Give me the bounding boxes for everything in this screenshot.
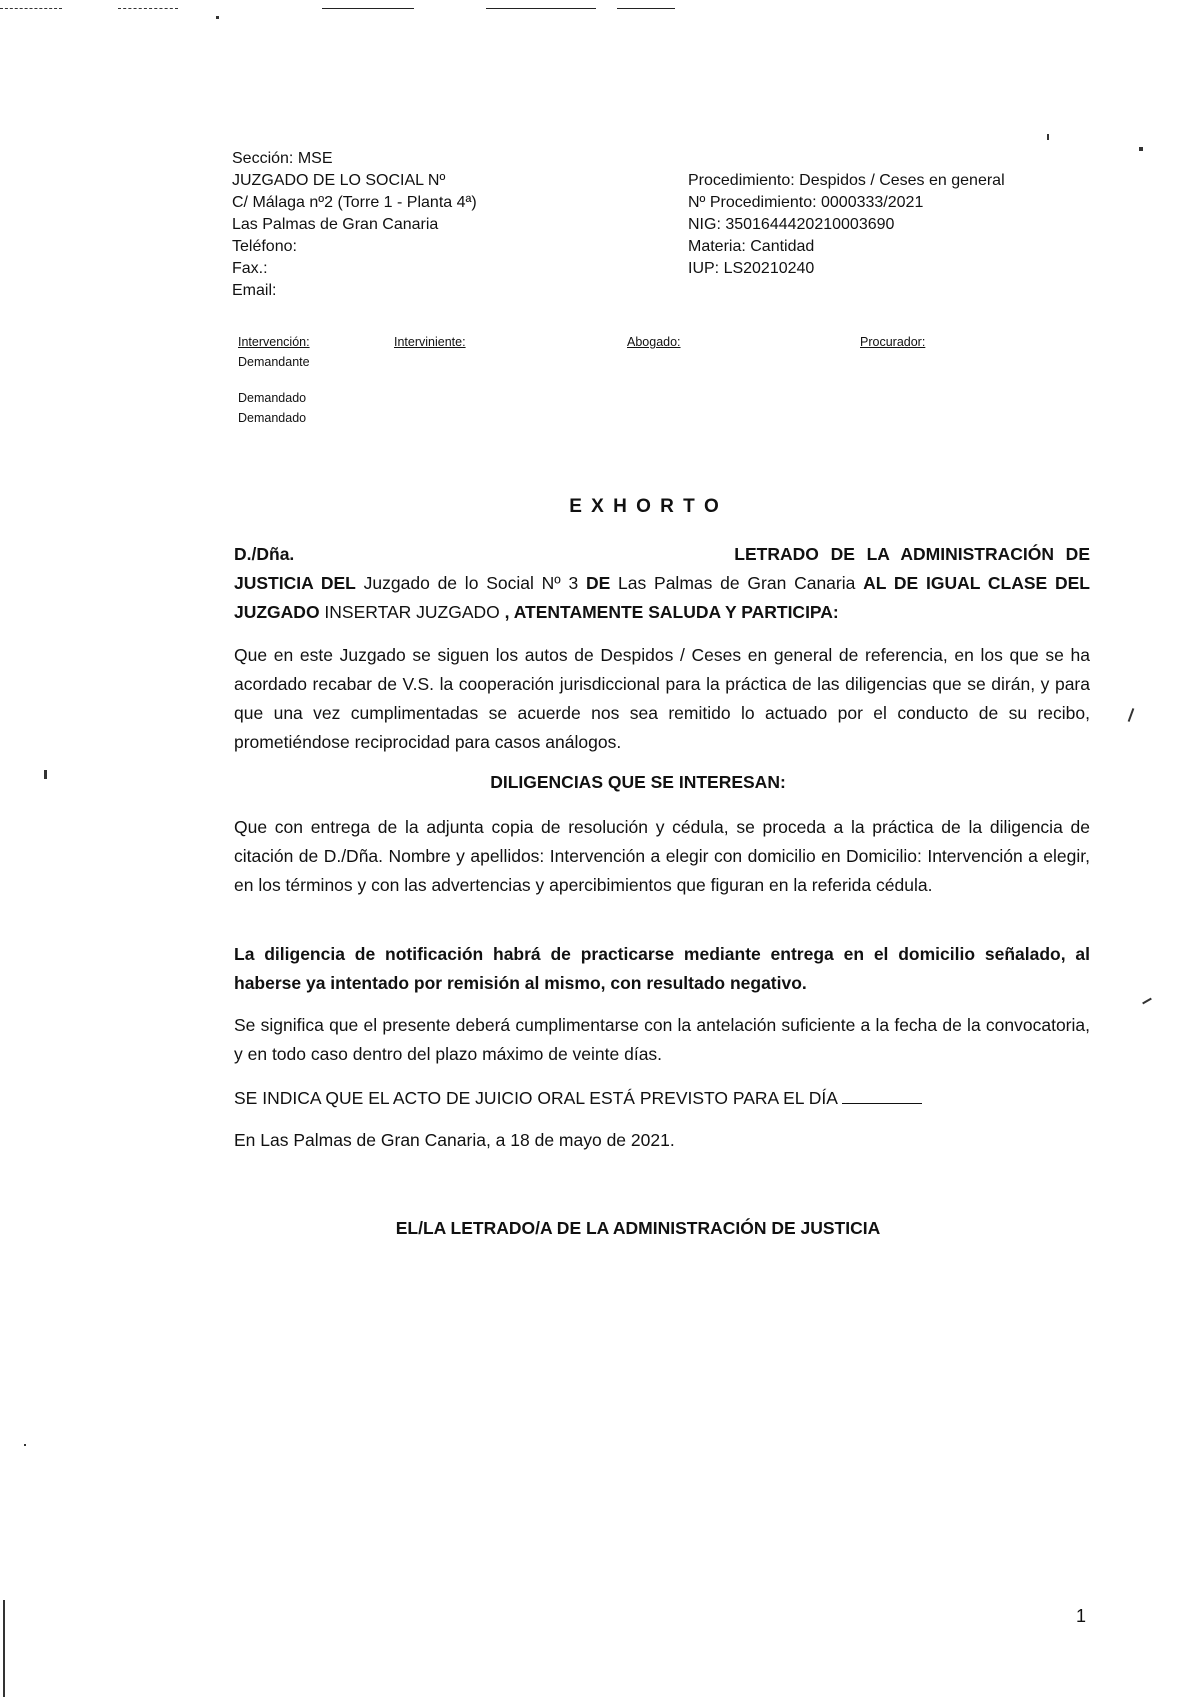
nig: NIG: 3501644420210003690: [688, 216, 895, 233]
party-row: Demandado: [238, 391, 307, 405]
firma-line: EL/LA LETRADO/A DE LA ADMINISTRACIÓN DE JUSTICIA: [395, 1218, 881, 1238]
scan-speck: [216, 16, 219, 19]
juzgado-city: Las Palmas de Gran Canaria: [232, 216, 439, 233]
scan-artifact-line: [486, 8, 596, 9]
intro-ciudad: Las Palmas de Gran Canaria: [610, 573, 864, 593]
juicio-date-blank: [842, 1085, 922, 1104]
party-row: Demandante: [238, 355, 310, 369]
juicio-text: SE INDICA QUE EL ACTO DE JUICIO ORAL ESTÁ PREVISTO PARA EL DÍA: [234, 1088, 838, 1108]
paragraph-notificacion: La diligencia de notificación habrá de practicarse mediante entrega en el domicilio señalado, al haberse ya intentado por remisión al mismo, con resultado negativo.: [234, 944, 1090, 993]
juzgado-address: C/ Málaga nº2 (Torre 1 - Planta 4ª): [232, 194, 477, 211]
scan-artifact-line: [118, 8, 178, 10]
intro-letrado: LETRADO DE LA ADMINISTRACIÓN DE JUSTICIA DEL: [234, 544, 1090, 593]
party-row: Demandado: [238, 411, 307, 425]
page-number: 1: [1076, 1606, 1087, 1626]
intro-saluda: , ATENTAMENTE SALUDA Y PARTICIPA:: [504, 602, 839, 622]
scan-artifact-line: [617, 8, 675, 9]
paragraph-autos: Que en este Juzgado se siguen los autos de Despidos / Ceses en general de referencia, en los que se ha acordado recabar de V.S. la cooperación jurisdiccional para la práctica de las diligencias que se dirán, y para que una vez cumplimentadas se acuerde nos sea remitido lo actuado por el conducto de su recibo, prometiéndose reciprocidad para casos análogos.: [234, 645, 1090, 752]
intro-insertar: INSERTAR JUZGADO: [319, 602, 505, 622]
procedimiento: Procedimiento: Despidos / Ceses en general: [688, 172, 1005, 189]
paragraph-citacion: Que con entrega de la adjunta copia de resolución y cédula, se proceda a la práctica de la diligencia de citación de D./Dña. Nombre y apellidos: Intervención a elegir con domicilio en Domicilio: Intervención a elegir, en los términos y con las advertencias y apercibimientos que figuran en la referida cédula.: [234, 817, 1090, 895]
email-label: Email:: [232, 282, 277, 299]
num-procedimiento: Nº Procedimiento: 0000333/2021: [688, 194, 924, 211]
scan-speck: [1142, 998, 1152, 1005]
paragraph-plazo: Se significa que el presente deberá cumplimentarse con la antelación suficiente a la fecha de la convocatoria, y en todo caso dentro del plazo máximo de veinte días.: [234, 1015, 1090, 1064]
document-title: E X H O R T O: [569, 496, 721, 517]
juzgado-name: JUZGADO DE LO SOCIAL Nº: [232, 172, 446, 189]
parties-header-intervencion: Intervención:: [238, 335, 310, 349]
parties-header-interviniente: Interviniente:: [394, 335, 466, 349]
scan-speck: [1047, 134, 1049, 140]
scan-speck: [1128, 708, 1135, 722]
header-right: [688, 170, 1088, 280]
seccion: Sección: MSE: [232, 150, 333, 167]
scan-speck: [3, 1600, 5, 1697]
diligencias-heading: DILIGENCIAS QUE SE INTERESAN:: [490, 772, 786, 792]
intro-de: DE: [585, 573, 611, 593]
iup: IUP: LS20210240: [688, 260, 815, 277]
scan-artifact-line: [322, 8, 414, 9]
telefono-label: Teléfono:: [232, 238, 297, 255]
materia: Materia: Cantidad: [688, 238, 815, 255]
scan-speck: [1139, 147, 1143, 151]
intro-juzgado: Juzgado de lo Social Nº 3: [355, 573, 586, 593]
intro-dna: D./Dña.: [234, 544, 295, 564]
scan-speck: [24, 1444, 26, 1446]
scan-artifact-line: [0, 8, 62, 10]
juicio-line: [234, 1084, 922, 1113]
intro-paragraph: [234, 540, 1090, 627]
intro-clase: AL DE IGUAL CLASE DEL JUZGADO: [234, 573, 1090, 622]
header-left: [232, 148, 652, 302]
parties-header-procurador: Procurador:: [860, 335, 926, 349]
fecha-line: En Las Palmas de Gran Canaria, a 18 de mayo de 2021.: [234, 1130, 675, 1150]
fax-label: Fax.:: [232, 260, 268, 277]
parties-header-abogado: Abogado:: [627, 335, 681, 349]
